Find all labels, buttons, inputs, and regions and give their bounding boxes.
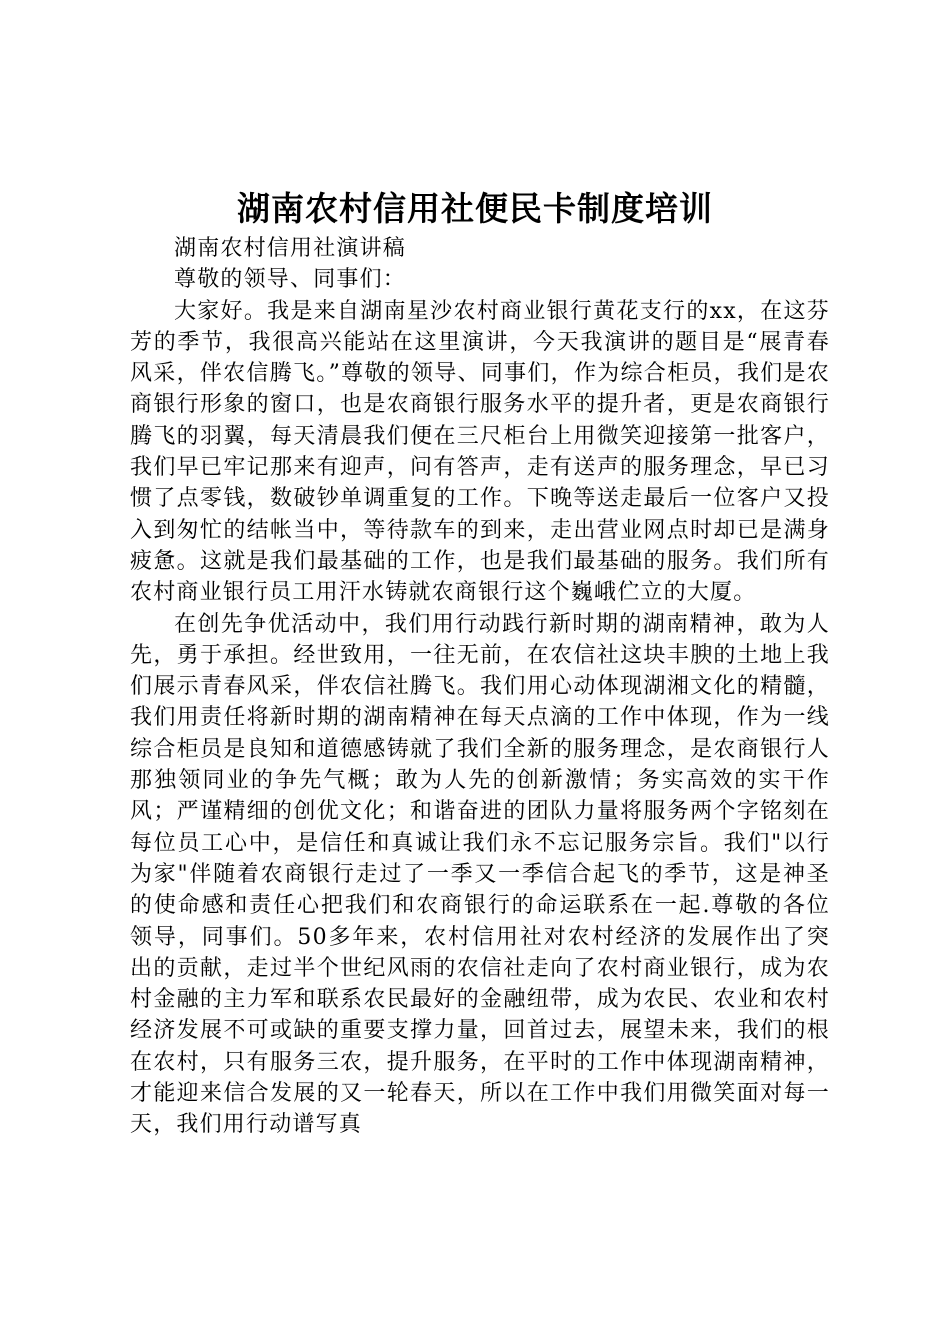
document-body [130,233,830,1141]
paragraph-subtitle: 湖南农村信用社演讲稿 [174,236,407,261]
document-title: 湖南农村信用社便民卡制度培训 [237,189,713,228]
paragraph-2: 在创先争优活动中，我们用行动践行新时期的湖南精神，敢为人先，勇于承担。经世致用，一往无前，在农信社这块丰腴的土地上我们展示青春风采，伴农信社腾飞。我们用心动体现湖湘文化的精髓，我们用责任将新时期的湖南精神在每天点滴的工作中体现，作为一线综合柜员是良知和道德感铸就了我们全新的服务理念，是农商银行人那独领同业的争先气概；敢为人先的创新激情；务实高效的实干作风；严谨精细的创优文化；和谐奋进的团队力量将服务两个字铭刻在每位员工心中，是信任和真诚让我们永不忘记服务宗旨。我们"以行为家"伴随着农商银行走过了一季又一季信合起飞的季节，这是神圣的使命感和责任心把我们和农商银行的命运联系在一起.尊敬的各位领导，同事们。50多年来，农村信用社对农村经济的发展作出了突出的贡献，走过半个世纪风雨的农信社走向了农村商业银行，成为农村金融的主力军和联系农民最好的金融纽带，成为农民、农业和农村经济发展不可或缺的重要支撑力量，回首过去，展望未来，我们的根在农村，只有服务三农，提升服务，在平时的工作中体现湖南精神，才能迎来信合发展的又一轮春天，所以在工作中我们用微笑面对每一天，我们用行动谱写真 [130,611,830,1138]
paragraph-salutation: 尊敬的领导、同事们： [174,267,407,293]
paragraph-1: 大家好。我是来自湖南星沙农村商业银行黄花支行的xx，在这芬芳的季节，我很高兴能站在这里演讲，今天我演讲的题目是“展青春风采，伴农信腾飞。”尊敬的领导、同事们，作为综合柜员，我们是农商银行形象的窗口，也是农商银行服务水平的提升者，更是农商银行腾飞的羽翼，每天清晨我们便在三尺柜台上用微笑迎接第一批客户，我们早已牢记那来有迎声，问有答声，走有送声的服务理念，早已习惯了点零钱，数破钞单调重复的工作。下晚等送走最后一位客户又投入到匆忙的结帐当中，等待款车的到来，走出营业网点时却已是满身疲惫。这就是我们最基础的工作，也是我们最基础的服务。我们所有农村商业银行员工用汗水铸就农商银行这个巍峨伫立的大厦。 [130,298,830,606]
